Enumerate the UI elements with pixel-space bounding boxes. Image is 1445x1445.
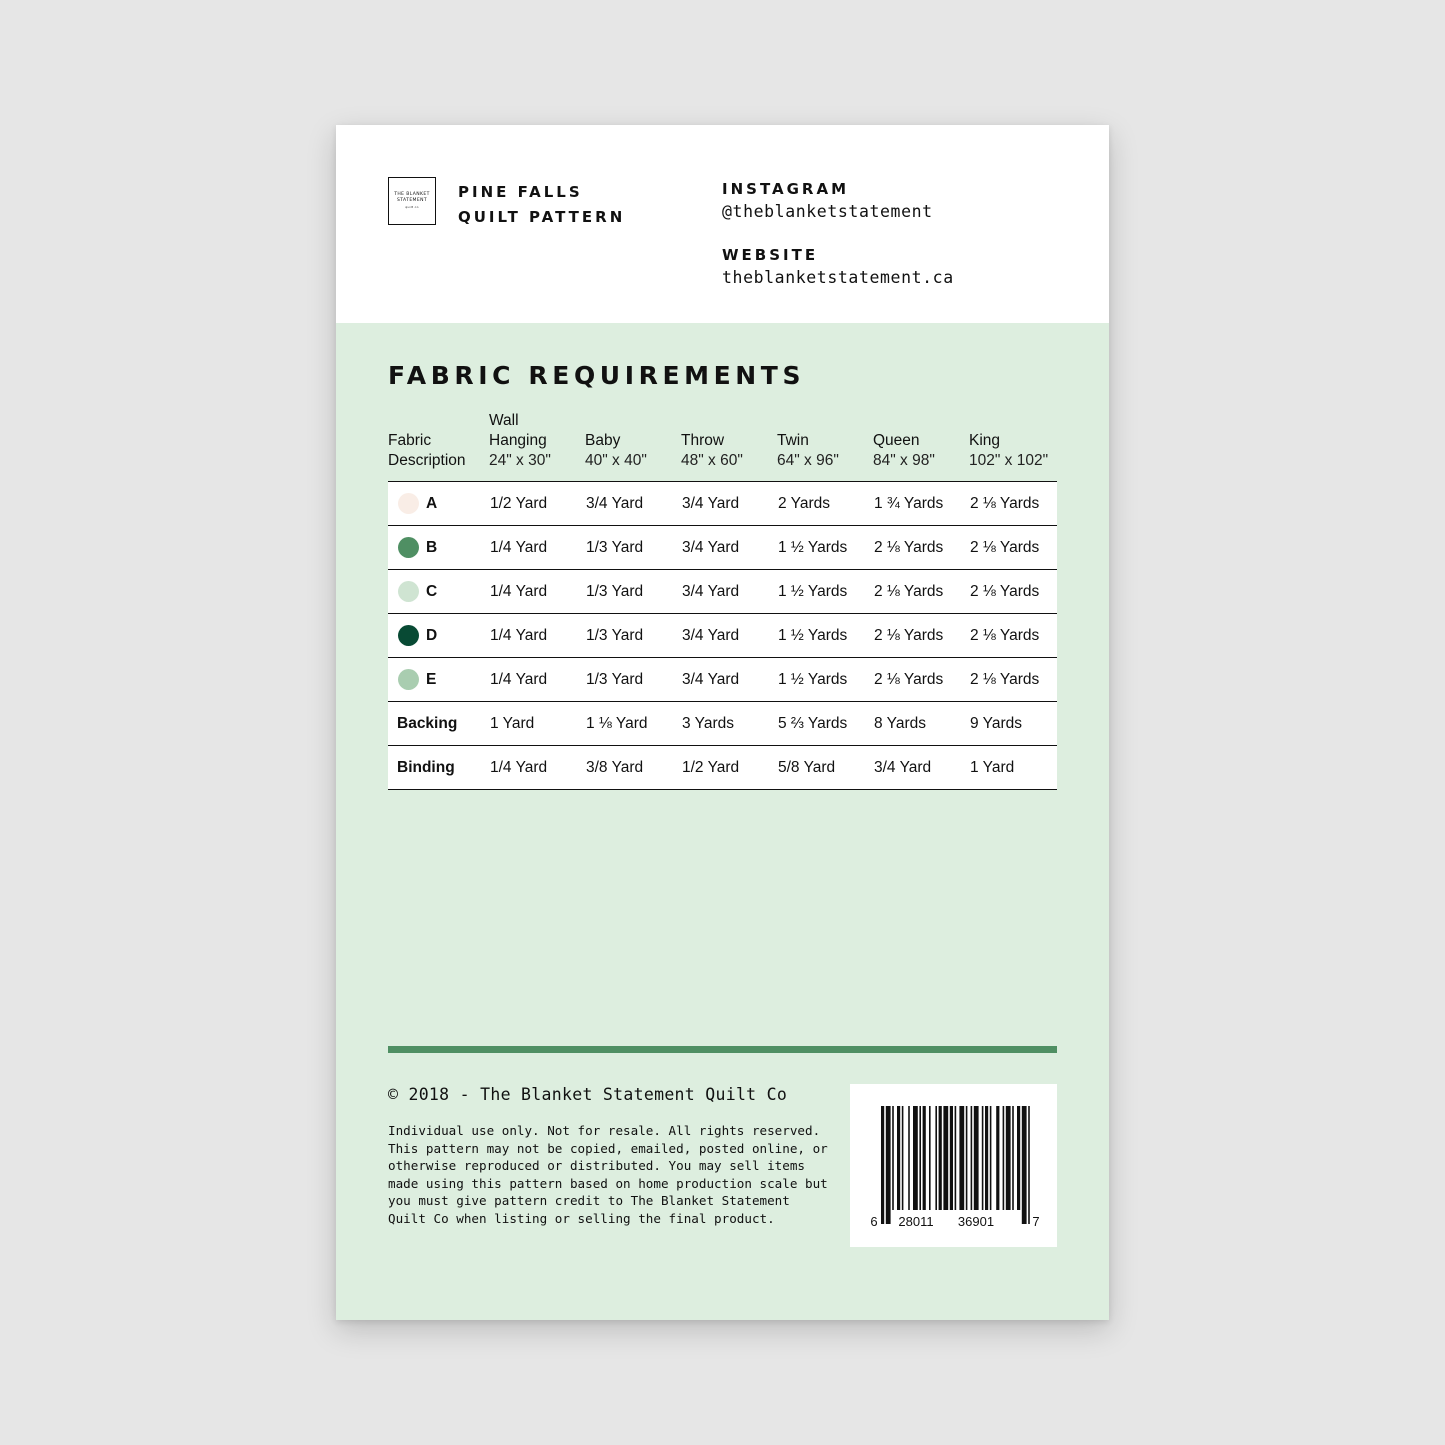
column-header-name: Twin [777,432,809,449]
card-header [336,125,1109,323]
column-header [873,431,935,471]
row-label: D [426,627,438,644]
barcode-graphic [850,1084,1057,1247]
table-cell: 1/4 Yard [490,539,548,556]
instagram-label: INSTAGRAM [722,180,850,198]
table-row [388,701,1057,745]
barcode-bar [886,1106,891,1224]
column-header-dimensions: 24" x 30" [489,452,551,469]
table-cell: 1/3 Yard [586,539,644,556]
table-cell: 3/8 Yard [586,759,644,776]
pattern-title-line1: PINE FALLS [458,183,583,201]
instagram-handle[interactable]: @theblanketstatement [722,202,933,221]
barcode-bar [982,1106,984,1210]
table-cell: 2 ⅛ Yards [874,583,944,600]
row-label: Binding [397,759,455,776]
pattern-title-line2: QUILT PATTERN [458,208,626,226]
table-cell: 1/4 Yard [490,671,548,688]
barcode-bar [897,1106,900,1210]
table-cell: 3/4 Yard [586,495,644,512]
row-label: E [426,671,437,688]
column-header-name: Wall [489,412,519,429]
barcode-bar [985,1106,988,1210]
pattern-title [458,180,625,230]
barcode-digits: 7 [1032,1214,1040,1229]
table-row [388,525,1057,569]
table-row [388,569,1057,613]
table-row [388,657,1057,701]
table-cell: 1 ⅛ Yard [586,715,648,732]
column-header [585,431,647,471]
column-header-dimensions: 102" x 102" [969,452,1049,469]
barcode-bar [919,1106,921,1210]
copyright-text: © 2018 - The Blanket Statement Quilt Co [388,1085,788,1104]
table-cell: 2 Yards [778,495,830,512]
table-cell: 5 ⅔ Yards [778,715,848,732]
column-header [489,411,551,471]
barcode-bar [892,1106,894,1210]
logo-text: THE BLANKET STATEMENT [394,192,430,203]
brand-logo [388,177,436,225]
table-cell: 3/4 Yard [682,627,740,644]
column-header [681,431,743,471]
table-body [388,481,1057,790]
barcode-bar [1012,1106,1014,1210]
table-cell: 3 Yards [682,715,734,732]
barcode-bar [939,1106,942,1210]
barcode-bar [935,1106,937,1210]
table-cell: 5/8 Yard [778,759,836,776]
table-cell: 1/2 Yard [490,495,548,512]
barcode-bar [1003,1106,1005,1210]
table-cell: 1 ¾ Yards [874,495,944,512]
table-cell: 3/4 Yard [682,495,740,512]
pattern-card [336,125,1109,1320]
barcode [850,1084,1057,1247]
table-cell: 1/3 Yard [586,627,644,644]
website-block [722,244,954,290]
column-header-name: King [969,432,1001,449]
column-header-name: Baby [585,432,621,449]
column-header [969,431,1048,471]
fabric-requirements-table [388,409,1057,790]
fabric-swatch [398,581,419,602]
barcode-bar [996,1106,999,1210]
column-header [777,431,839,471]
fabric-swatch [398,537,419,558]
fabric-swatch [398,625,419,646]
table-cell: 2 ⅛ Yards [874,671,944,688]
barcode-bar [955,1106,957,1210]
barcode-bar [990,1106,992,1210]
table-cell: 2 ⅛ Yards [970,627,1040,644]
barcode-digits: 36901 [957,1214,995,1229]
barcode-bar [974,1106,979,1210]
barcode-bar [971,1106,973,1210]
table-cell: 1/3 Yard [586,671,644,688]
table-cell: 1 Yard [490,715,535,732]
barcode-bar [950,1106,953,1210]
table-cell: 3/4 Yard [874,759,932,776]
table-cell: 1/3 Yard [586,583,644,600]
barcode-bar [929,1106,931,1210]
table-cell: 3/4 Yard [682,671,740,688]
table-row [388,481,1057,525]
table-cell: 1/4 Yard [490,627,548,644]
table-row [388,745,1057,790]
table-cell: 1 ½ Yards [778,583,848,600]
column-header-name: Queen [873,432,920,449]
row-label: Backing [397,715,458,732]
barcode-bar [881,1106,884,1224]
table-cell: 1 ½ Yards [778,671,848,688]
table-cell: 9 Yards [970,715,1022,732]
barcode-bar [1006,1106,1011,1210]
column-header [388,431,466,471]
column-header-name: Hanging [489,432,547,449]
column-header-dimensions: 40" x 40" [585,452,647,469]
table-cell: 2 ⅛ Yards [970,583,1040,600]
fabric-swatch [398,669,419,690]
table-cell: 1/2 Yard [682,759,740,776]
section-divider [388,1046,1057,1053]
table-cell: 2 ⅛ Yards [874,539,944,556]
legal-notice: Individual use only. Not for resale. All rights reserved. This pattern may not be copied, emailed, posted online, or otherwise reproduced or distributed. You may sell items made using this pattern based on home production scale but you must give pattern credit to The Blanket Statement Quilt Co when listing or selling the final product. [388,1123,828,1226]
website-url[interactable]: theblanketstatement.ca [722,268,954,287]
column-header-name: Fabric [388,432,432,449]
row-label: A [426,495,438,512]
barcode-bar [908,1106,910,1210]
table-cell: 1 ½ Yards [778,627,848,644]
barcode-bar [943,1106,948,1210]
table-cell: 8 Yards [874,715,926,732]
barcode-bar [959,1106,964,1210]
barcode-digits: 6 [870,1214,878,1229]
table-cell: 1/4 Yard [490,759,548,776]
table-cell: 3/4 Yard [682,583,740,600]
table-cell: 1 ½ Yards [778,539,848,556]
table-cell: 2 ⅛ Yards [970,539,1040,556]
table-cell: 1 Yard [970,759,1015,776]
table-cell: 3/4 Yard [682,539,740,556]
column-header-dimensions: 64" x 96" [777,452,839,469]
logo-subtext: quilt co [405,205,419,209]
table-row [388,613,1057,657]
instagram-block [722,178,933,224]
table-header [388,409,1057,481]
fabric-swatch [398,493,419,514]
column-header-dimensions: 84" x 98" [873,452,935,469]
barcode-bar [913,1106,918,1210]
row-label: B [426,539,438,556]
barcode-bar [1017,1106,1020,1210]
table-cell: 1/4 Yard [490,583,548,600]
column-header-dimensions: 48" x 60" [681,452,743,469]
column-header-name: Description [388,452,466,469]
website-label: WEBSITE [722,246,819,264]
column-header-name: Throw [681,432,725,449]
table-cell: 2 ⅛ Yards [874,627,944,644]
barcode-bar [1022,1106,1027,1224]
table-cell: 2 ⅛ Yards [970,495,1040,512]
fabric-requirements-title: FABRIC REQUIREMENTS [388,361,806,390]
barcode-digits: 28011 [898,1214,934,1229]
barcode-bar [1028,1106,1030,1224]
barcode-bar [902,1106,904,1210]
barcode-bar [966,1106,968,1210]
table-cell: 2 ⅛ Yards [970,671,1040,688]
barcode-bar [923,1106,926,1210]
row-label: C [426,583,438,600]
